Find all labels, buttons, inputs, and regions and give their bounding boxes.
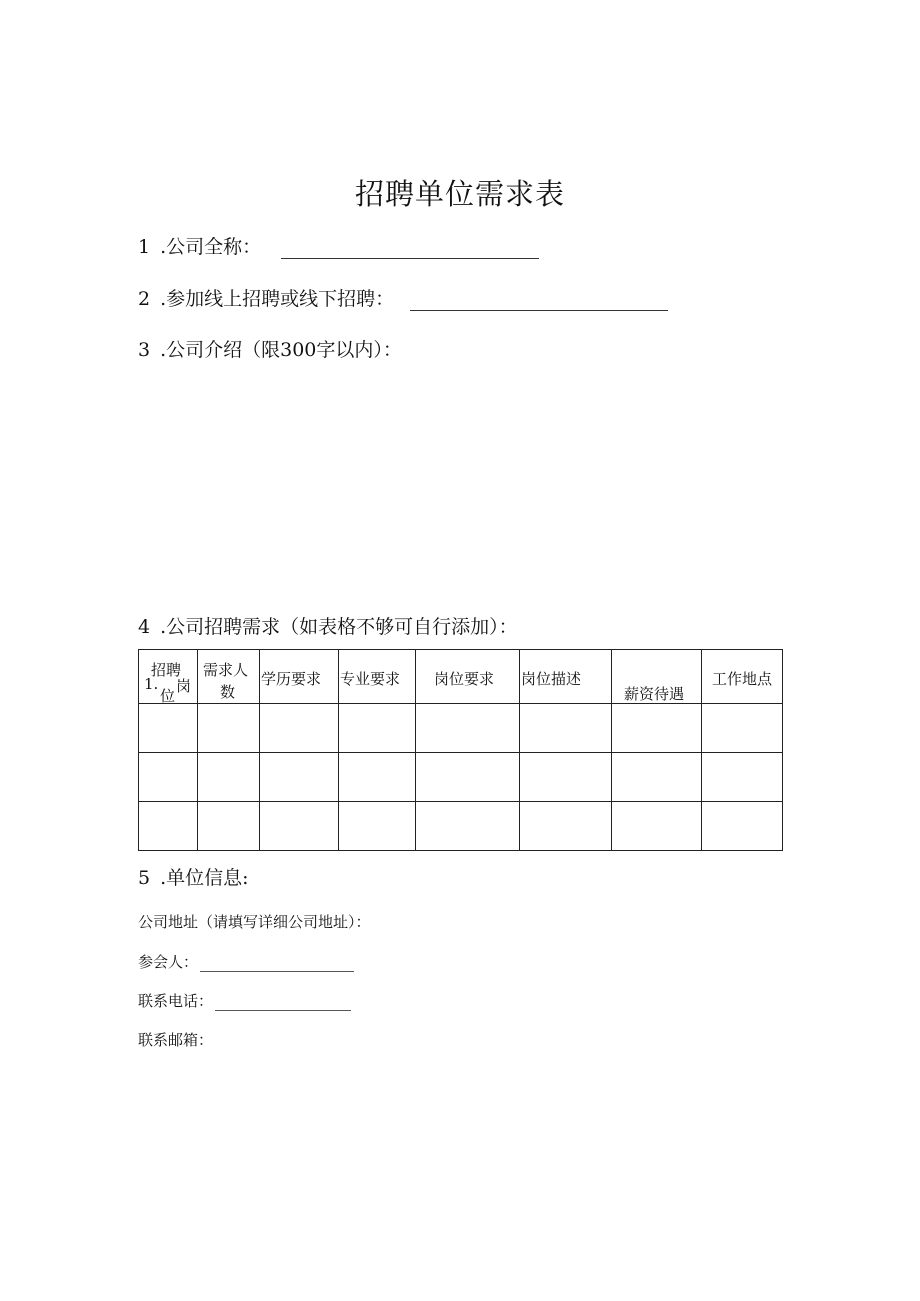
table-cell[interactable] xyxy=(612,802,702,851)
table-cell[interactable] xyxy=(260,802,339,851)
table-row xyxy=(139,802,783,851)
question-recruit-needs xyxy=(138,612,518,639)
phone-label: 联系电话： xyxy=(138,992,214,1010)
question-label: .公司招聘需求（如表格不够可自行添加）： xyxy=(160,616,518,638)
address-row xyxy=(138,911,371,932)
address-label: 公司地址（请填写详细公司地址）： xyxy=(138,913,371,931)
question-company-info xyxy=(138,863,249,890)
table-cell[interactable] xyxy=(339,704,416,753)
table-cell[interactable] xyxy=(339,753,416,802)
question-label: .公司全称： xyxy=(160,236,262,258)
table-cell[interactable] xyxy=(702,704,783,753)
table-header-row xyxy=(139,650,783,704)
question-number: 5 xyxy=(138,867,151,889)
question-number: 2 xyxy=(138,288,151,310)
table-cell[interactable] xyxy=(198,704,260,753)
table-row xyxy=(139,704,783,753)
page-title: 招聘单位需求表 xyxy=(354,177,565,211)
recruitment-needs-table xyxy=(138,649,783,851)
question-label: .单位信息: xyxy=(160,867,249,889)
company-intro-area[interactable] xyxy=(138,370,782,595)
table-cell[interactable] xyxy=(702,802,783,851)
attendee-label: 参会人： xyxy=(138,953,199,971)
company-name-field[interactable] xyxy=(281,238,539,259)
header-job-description: 岗位描述 xyxy=(520,650,612,704)
table-cell[interactable] xyxy=(612,704,702,753)
header-work-location: 工作地点 xyxy=(702,650,783,704)
phone-row xyxy=(138,990,351,1011)
question-label: .参加线上招聘或线下招聘： xyxy=(160,288,395,310)
header-salary: 薪资待遇 xyxy=(612,650,702,704)
table-cell[interactable] xyxy=(139,704,198,753)
phone-field[interactable] xyxy=(215,993,351,1011)
header-education: 学历要求 xyxy=(260,650,339,704)
table-cell[interactable] xyxy=(260,704,339,753)
attendee-row xyxy=(138,951,354,972)
question-label: .公司介绍（限300字以内）： xyxy=(160,339,402,361)
header-position: 招聘 1. 岗 位 xyxy=(139,650,198,704)
table-cell[interactable] xyxy=(520,753,612,802)
table-cell[interactable] xyxy=(520,802,612,851)
table-cell[interactable] xyxy=(139,802,198,851)
table-cell[interactable] xyxy=(416,802,520,851)
question-number: 4 xyxy=(138,616,151,638)
question-recruit-mode xyxy=(138,284,668,311)
table-cell[interactable] xyxy=(702,753,783,802)
question-number: 3 xyxy=(138,339,151,361)
table-cell[interactable] xyxy=(139,753,198,802)
question-company-intro xyxy=(138,335,402,362)
question-company-name xyxy=(138,232,539,259)
table-cell[interactable] xyxy=(198,802,260,851)
question-number: 1 xyxy=(138,236,151,258)
table-cell[interactable] xyxy=(416,704,520,753)
table-row xyxy=(139,753,783,802)
header-headcount: 需求人 数 xyxy=(198,650,260,704)
email-label: 联系邮箱： xyxy=(138,1031,214,1049)
table-cell[interactable] xyxy=(198,753,260,802)
table-cell[interactable] xyxy=(612,753,702,802)
table-cell[interactable] xyxy=(260,753,339,802)
recruit-mode-field[interactable] xyxy=(410,290,668,311)
header-major: 专业要求 xyxy=(339,650,416,704)
table-cell[interactable] xyxy=(520,704,612,753)
table-cell[interactable] xyxy=(416,753,520,802)
attendee-field[interactable] xyxy=(200,954,354,972)
table-cell[interactable] xyxy=(339,802,416,851)
email-row xyxy=(138,1029,213,1050)
header-job-requirements: 岗位要求 xyxy=(416,650,520,704)
